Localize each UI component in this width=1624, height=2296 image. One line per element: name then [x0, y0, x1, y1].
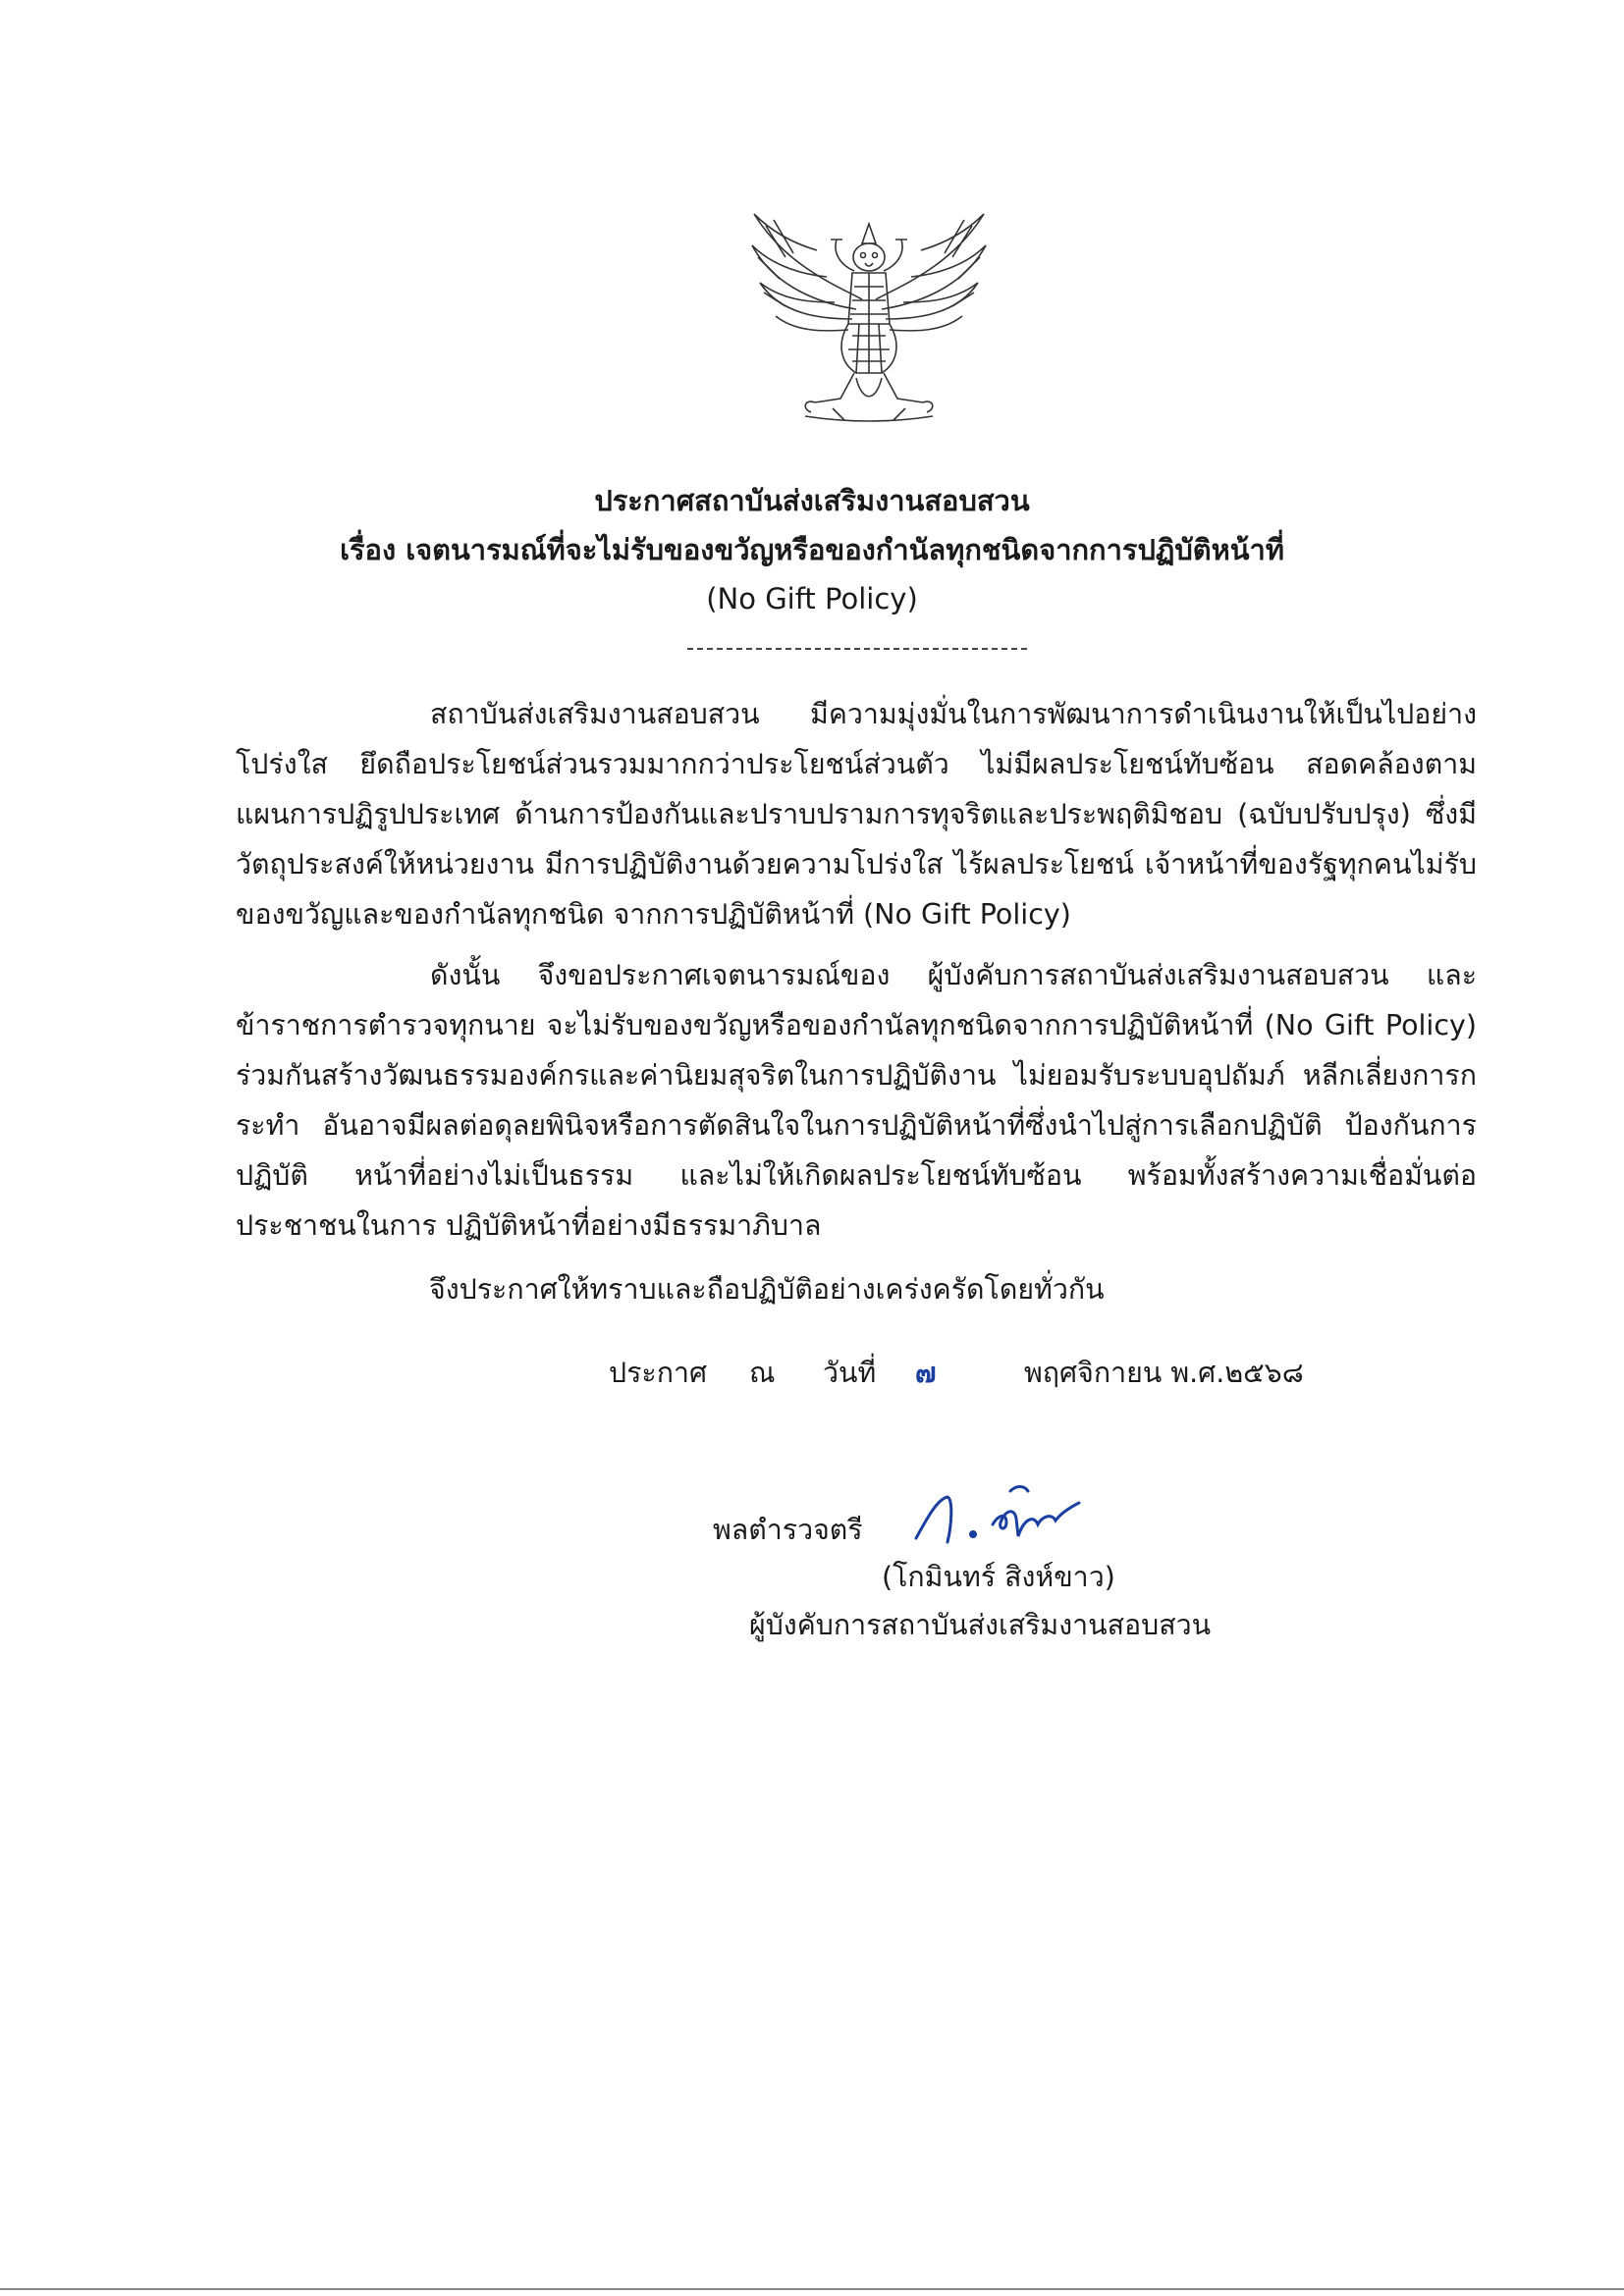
- date-announced-label: ประกาศ: [609, 1357, 708, 1389]
- paragraph-2-text: ดังนั้น จึงขอประกาศเจตนารมณ์ของ ผู้บังคับการสถาบันส่งเสริมงานสอบสวน และ ข้าราชการตำรวจทุกนาย จะไม่รับของขวัญหรือของกำนัลทุกชนิดจากการปฏิบัติหน้าที่ (No Gift Policy) ร่วมกันสร้างวัฒนธรรมองค์กรและค่านิยมสุจริตในการปฏิบัติงาน ไม่ยอมรับระบบอุปถัมภ์ หลีกเลี่ยงการกระทำ อันอาจมีผลต่อดุลยพินิจหรือการตัดสินใจในการปฏิบัติหน้าที่ซึ่งนำไปสู่การเลือกปฏิบัติ ป้องกันการปฏิบัติ หน้าที่อย่างไม่เป็นธรรม และไม่ให้เกิดผลประโยชน์ทับซ้อน พร้อมทั้งสร้างความเชื่อมั่นต่อประชาชนในการ ปฏิบัติหน้าที่อย่างมีธรรมาภิบาล: [236, 959, 1477, 1242]
- dashed-divider: [687, 648, 1027, 650]
- announcement-subject: เรื่อง เจตนารมณ์ที่จะไม่รับของขวัญหรือของกำนัลทุกชนิดจากการปฏิบัติหน้าที่: [340, 533, 1284, 566]
- handwritten-signature: [908, 1477, 1085, 1556]
- signatory-rank: พลตำรวจตรี: [713, 1514, 863, 1546]
- signatory-position: ผู้บังคับการสถาบันส่งเสริมงานสอบสวน: [749, 1609, 1212, 1641]
- page-bottom-border: [0, 2288, 1624, 2290]
- body-paragraph-2: [236, 950, 1477, 1251]
- body-paragraph-1: [236, 689, 1477, 939]
- date-day-handwritten: ๗: [915, 1357, 937, 1389]
- date-at-label: ณ: [749, 1357, 776, 1389]
- date-month-year: พฤศจิกายน พ.ศ.๒๕๖๘: [1024, 1357, 1304, 1389]
- garuda-emblem-icon: [746, 206, 992, 427]
- closing-statement: จึงประกาศให้ทราบและถือปฏิบัติอย่างเคร่งครัดโดยทั่วกัน: [429, 1273, 1105, 1306]
- date-day-label: วันที่: [823, 1357, 877, 1389]
- paragraph-1-text: สถาบันส่งเสริมงานสอบสวน มีความมุ่งมั่นในการพัฒนาการดำเนินงานให้เป็นไปอย่างโปร่งใส ยึดถือประโยชน์ส่วนรวมมากกว่าประโยชน์ส่วนตัว ไม่มีผลประโยชน์ทับซ้อน สอดคล้องตามแผนการปฏิรูปประเทศ ด้านการป้องกันและปราบปรามการทุจริตและประพฤติมิชอบ (ฉบับปรับปรุง) ซึ่งมีวัตถุประสงค์ให้หน่วยงาน มีการปฏิบัติงานด้วยความโปร่งใส ไร้ผลประโยชน์ เจ้าหน้าที่ของรัฐทุกคนไม่รับของขวัญและของกำนัลทุกชนิด จากการปฏิบัติหน้าที่ (No Gift Policy): [236, 698, 1477, 931]
- signatory-name: (โกมินทร์ สิงห์ขาว): [882, 1561, 1115, 1593]
- policy-name: (No Gift Policy): [706, 582, 918, 615]
- announcement-title: ประกาศสถาบันส่งเสริมงานสอบสวน: [594, 484, 1030, 517]
